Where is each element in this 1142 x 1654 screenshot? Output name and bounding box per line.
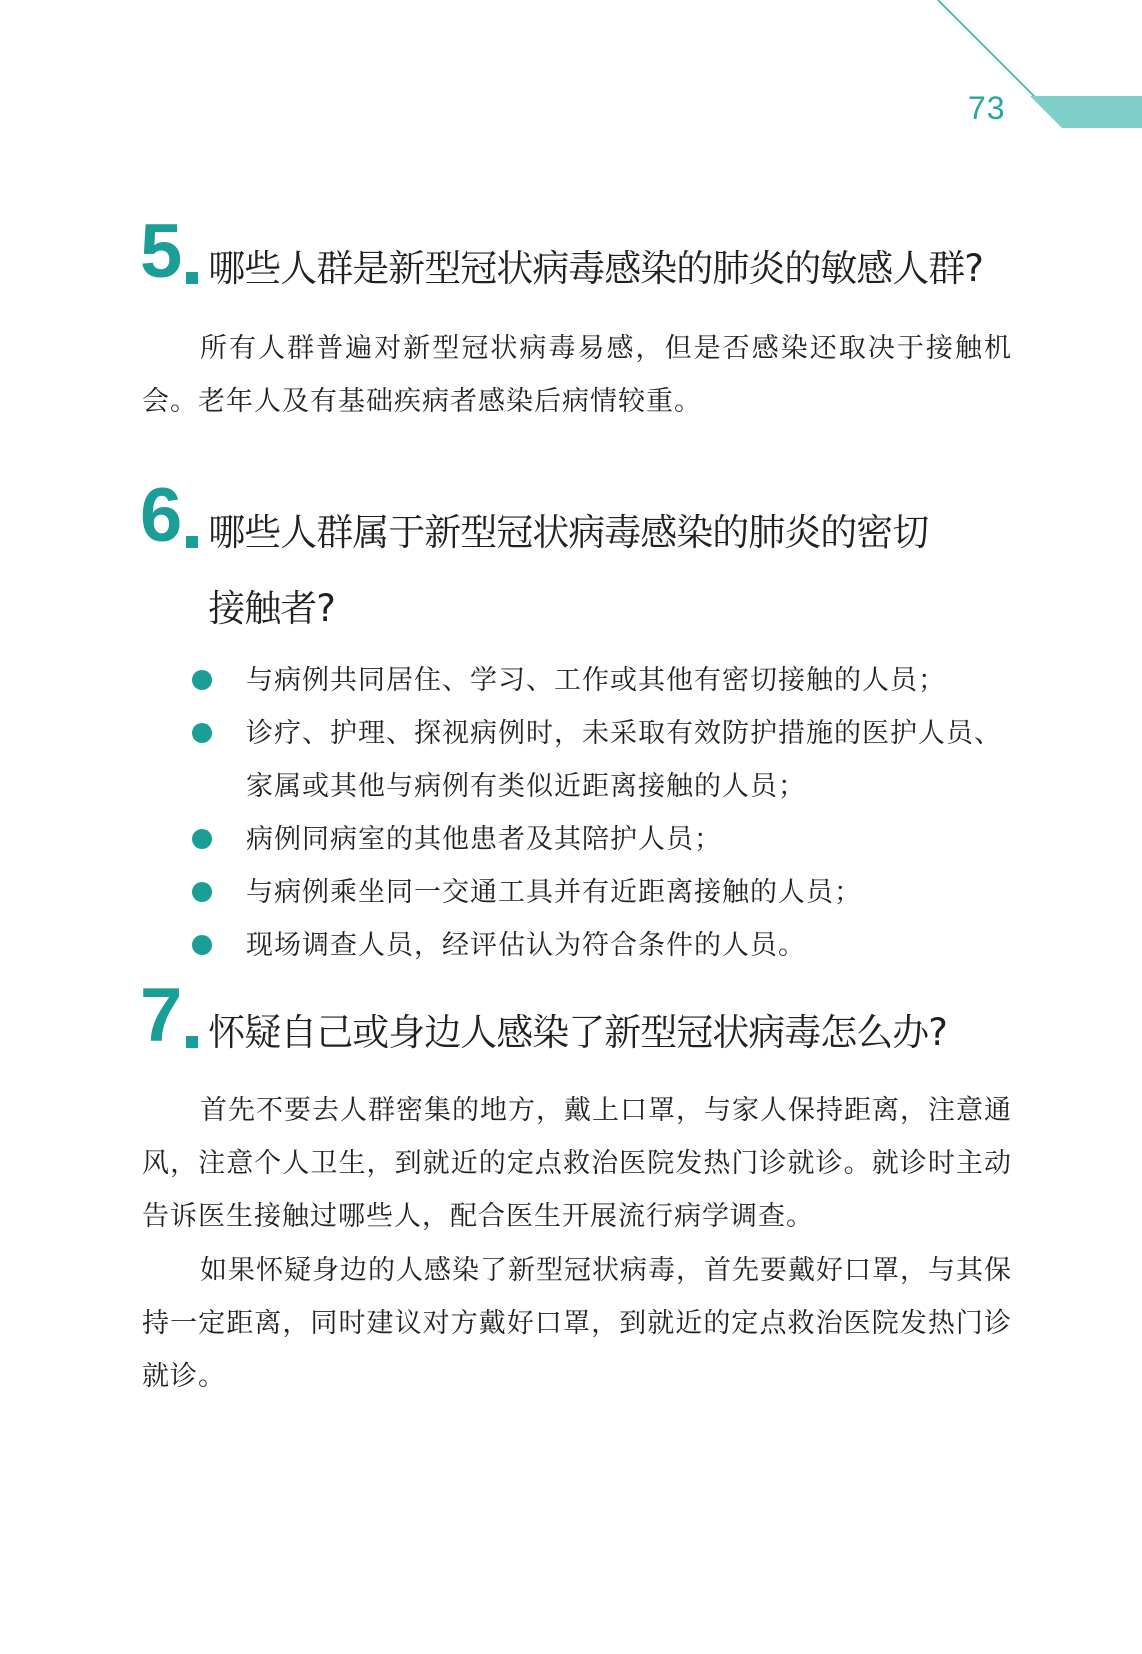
bullet-dot-icon bbox=[192, 882, 212, 902]
section-7-title: 怀疑自己或身边人感染了新型冠状病毒怎么办? bbox=[208, 1011, 947, 1054]
list-item-text: 现场调查人员，经评估认为符合条件的人员。 bbox=[246, 930, 806, 961]
section-7-paragraph-1: 首先不要去人群密集的地方，戴上口罩，与家人保持距离，注意通风，注意个人卫生，到就近的定点救治医院发热门诊就诊。就诊时主动告诉医生接触过哪些人，配合医生开展流行病学调查。 bbox=[142, 1095, 1012, 1232]
list-item-text: 与病例乘坐同一交通工具并有近距离接触的人员； bbox=[246, 877, 862, 908]
section-6-number-dot bbox=[186, 536, 198, 548]
section-6-title-line2: 接触者? bbox=[208, 587, 335, 630]
section-6-bullet-list bbox=[192, 654, 1022, 972]
list-item bbox=[192, 919, 1022, 972]
section-7-number: 7 bbox=[140, 973, 183, 1058]
list-item bbox=[192, 654, 1022, 707]
page-number: 73 bbox=[968, 90, 1006, 126]
page-corner-decoration bbox=[0, 0, 1142, 160]
section-6-title bbox=[208, 502, 928, 632]
list-item bbox=[192, 866, 1022, 919]
corner-tab bbox=[1030, 96, 1142, 128]
list-item-text: 病例同病室的其他患者及其陪护人员； bbox=[246, 824, 722, 855]
section-5-number-dot bbox=[186, 272, 198, 284]
section-6-heading bbox=[140, 473, 929, 632]
bullet-dot-icon bbox=[192, 829, 212, 849]
section-5-heading bbox=[140, 209, 983, 294]
section-7-paragraph-2: 如果怀疑身边的人感染了新型冠状病毒，首先要戴好口罩，与其保持一定距离，同时建议对方戴好口罩，到就近的定点救治医院发热门诊就诊。 bbox=[142, 1255, 1012, 1392]
section-6-number: 6 bbox=[140, 473, 183, 558]
list-item bbox=[192, 707, 1022, 813]
list-item-text: 诊疗、护理、探视病例时，未采取有效防护措施的医护人员、家属或其他与病例有类似近距离接触的人员； bbox=[246, 718, 1002, 802]
bullet-dot-icon bbox=[192, 935, 212, 955]
bullet-dot-icon bbox=[192, 670, 212, 690]
list-item bbox=[192, 813, 1022, 866]
section-5-paragraph: 所有人群普遍对新型冠状病毒易感，但是否感染还取决于接触机会。老年人及有基础疾病者感染后病情较重。 bbox=[142, 333, 1012, 417]
section-7-heading bbox=[140, 973, 947, 1058]
section-5-number: 5 bbox=[140, 209, 183, 294]
bullet-dot-icon bbox=[192, 723, 212, 743]
list-item-text: 与病例共同居住、学习、工作或其他有密切接触的人员； bbox=[246, 665, 946, 696]
section-6-title-line1: 哪些人群属于新型冠状病毒感染的肺炎的密切 bbox=[208, 511, 929, 554]
section-5-title: 哪些人群是新型冠状病毒感染的肺炎的敏感人群? bbox=[208, 247, 983, 290]
section-7-number-dot bbox=[186, 1036, 198, 1048]
